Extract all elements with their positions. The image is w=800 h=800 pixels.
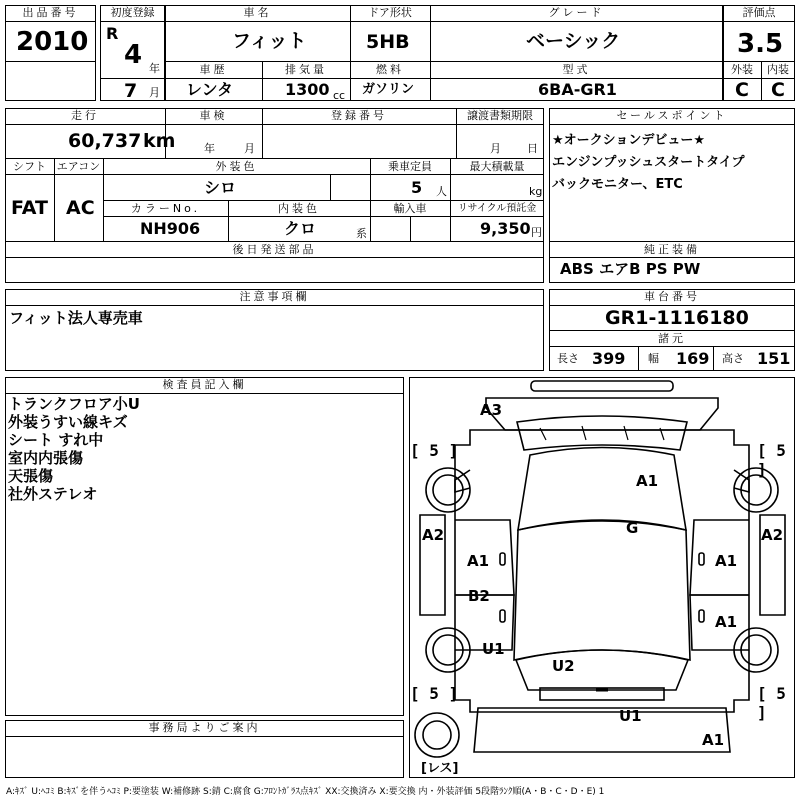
lot-number: 2010 [16, 27, 89, 57]
grade-label: グレード [548, 6, 605, 19]
caution-label: 注意事項欄 [239, 290, 310, 303]
car-diagram [409, 377, 795, 778]
first-registration-label: 初度登録 [110, 6, 155, 19]
sales-point-line: ★オークションデビュー★ [552, 133, 706, 148]
inspection-year-unit: 年 [204, 142, 215, 155]
spare-tire-shape [415, 713, 459, 757]
damage-mark-a3: A3 [480, 401, 503, 419]
inspector-note: 天張傷 [8, 467, 54, 485]
tire-mark-front-left: [ 5 ] [410, 441, 459, 460]
ac: AC [66, 197, 95, 219]
sales-points-label: セールスポイント [616, 109, 728, 122]
recycle-deposit: 9,350 [480, 219, 531, 238]
inspection-month-unit: 月 [244, 142, 255, 155]
inspector-note: トランクフロア小U [8, 395, 140, 413]
damage-mark-bumper-a1: A1 [702, 731, 725, 749]
color-no: NH906 [140, 219, 201, 238]
inspection-label: 車検 [199, 109, 228, 122]
later-parts-label: 後日発送部品 [232, 243, 317, 256]
equipment: ABS エアB PS PW [560, 260, 701, 278]
interior-label: 内装 [767, 63, 789, 76]
capacity: 5 [411, 178, 423, 197]
chassis-number: GR1-1116180 [605, 307, 749, 329]
cabin-shape [514, 521, 690, 660]
mileage-unit: km [143, 130, 176, 152]
displacement: 1300 [285, 80, 330, 99]
inspector-notes [8, 395, 140, 503]
ac-label: エアコン [56, 160, 101, 173]
door-label: ドア形状 [368, 6, 412, 19]
month-unit: 月 [149, 86, 160, 99]
recycle-label: リサイクル預託金 [457, 203, 537, 214]
inspector-note: シート すれ中 [8, 431, 104, 449]
grade: ベーシック [526, 30, 621, 52]
chassis-label: 車台番号 [644, 290, 700, 303]
int-color-label: 内装色 [278, 202, 320, 215]
damage-mark-bottom-u1: U1 [619, 707, 642, 725]
equipment-label: 純正装備 [644, 243, 700, 256]
rear-window-shape [516, 650, 688, 690]
year-unit: 年 [149, 62, 160, 75]
import-label: 輸入車 [393, 202, 427, 215]
front-bumper-shape [531, 381, 673, 391]
displacement-label: 排気量 [285, 63, 327, 76]
inspector-note: 外装うすい線キズ [8, 413, 128, 431]
height-label: 高さ [722, 352, 744, 365]
width-label: 幅 [648, 352, 659, 365]
damage-mark-left-a2: A2 [422, 526, 445, 544]
damage-mark-g: G [626, 519, 639, 537]
tire-mark-front-right: [ 5 ] [757, 441, 786, 479]
damage-mark-right-door-a1: A1 [715, 552, 738, 570]
sales-point-line: エンジンプッシュスタートタイプ [552, 155, 745, 170]
max-load-label: 最大積載量 [469, 160, 525, 173]
registration-year: 4 [124, 40, 143, 70]
length-label: 長さ [557, 352, 579, 365]
shift: FAT [11, 197, 48, 219]
body-outline-shape [455, 430, 749, 712]
history-label: 車歴 [199, 63, 228, 76]
office-label: 事務局よりご案内 [148, 721, 261, 734]
car-name-label: 車名 [243, 6, 272, 19]
model-label: 型式 [562, 63, 591, 76]
inspector-label: 検査員記入欄 [162, 378, 247, 391]
spare-less-mark: [レス] [421, 761, 459, 776]
damage-mark-right-rear-a1: A1 [715, 613, 738, 631]
caution-text: フィット法人専売車 [9, 309, 143, 327]
color-no-label: カラーNo. [130, 202, 201, 215]
mileage: 60,737 [68, 130, 142, 152]
damage-mark-roof-a1: A1 [636, 472, 659, 490]
specs-label: 諸元 [658, 332, 686, 345]
transfer-day-unit: 日 [527, 142, 538, 155]
exterior-label: 外装 [731, 63, 753, 76]
transfer-month-unit: 月 [490, 142, 501, 155]
exterior-grade: C [735, 79, 749, 101]
damage-mark-right-a2: A2 [761, 526, 784, 544]
length: 399 [592, 349, 626, 368]
door-type: 5HB [366, 31, 410, 53]
int-color-unit: 系 [356, 227, 367, 240]
shift-label: シフト [13, 160, 46, 173]
interior-grade: C [771, 79, 785, 101]
inspector-note: 室内内張傷 [8, 449, 84, 467]
model: 6BA-GR1 [538, 80, 617, 99]
legend: A:ｷｽﾞ U:ﾍｺﾐ B:ｷｽﾞを伴うﾍｺﾐ P:要塗装 W:補修跡 S:錆 C:腐食 G:ﾌﾛﾝﾄｶﾞﾗｽ点ｷｽﾞ XX:交換済み X:要交換 内・外装評価 5段階ﾗﾝｸ順(A・B・C・D・E) 1 [6, 787, 605, 797]
rear-bumper-shape [474, 708, 730, 752]
fuel: ガソリン [362, 82, 415, 97]
inspector-note: 社外ステレオ [8, 485, 98, 503]
recycle-unit: 円 [531, 226, 542, 239]
damage-mark-u2: U2 [552, 657, 575, 675]
history: レンタ [186, 80, 233, 99]
capacity-label: 乗車定員 [388, 160, 432, 173]
capacity-unit: 人 [436, 185, 447, 198]
damage-mark-b2: B2 [468, 587, 490, 605]
registration-month: 7 [124, 80, 138, 102]
roof-shape [518, 448, 686, 531]
height: 151 [757, 349, 791, 368]
registration-label: 登録番号 [331, 109, 387, 122]
displacement-unit: cc [333, 89, 346, 102]
era: R [106, 24, 119, 43]
lot-number-label: 出品番号 [22, 6, 79, 19]
car-name: フィット [232, 30, 307, 52]
hood-shape [486, 398, 718, 430]
score: 3.5 [737, 29, 784, 59]
damage-mark-left-u1: U1 [482, 640, 505, 658]
fuel-label: 燃料 [376, 63, 404, 76]
width: 169 [676, 349, 710, 368]
max-load-unit: kg [529, 185, 543, 198]
int-color: クロ [284, 219, 317, 238]
score-label: 評価点 [742, 6, 776, 19]
damage-mark-left-door-a1: A1 [467, 552, 490, 570]
ext-color-label: 外装色 [215, 160, 258, 173]
mileage-label: 走行 [71, 109, 99, 122]
transfer-label: 譲渡書類期限 [467, 109, 533, 122]
tire-mark-rear-right: [ 5 ] [757, 684, 786, 722]
tire-mark-rear-left: [ 5 ] [410, 684, 459, 703]
sales-point-line: バックモニター、ETC [552, 177, 683, 192]
ext-color: シロ [204, 178, 237, 197]
sales-points-list [552, 130, 745, 196]
